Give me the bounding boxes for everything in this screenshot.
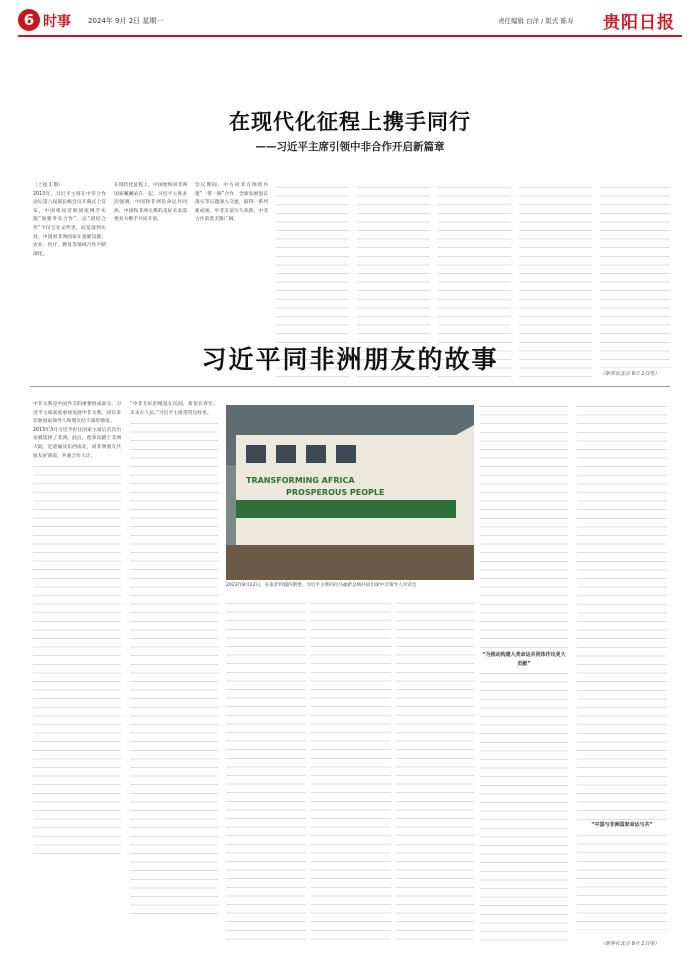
article2-photo — [226, 405, 474, 580]
newspaper-logo: 贵阳日报 — [603, 13, 675, 33]
header-rule — [18, 35, 682, 37]
article-separator — [30, 386, 670, 387]
article1-byline: （上接 1 版） — [33, 183, 64, 188]
article2-column-4 — [311, 598, 391, 946]
editor-credits: 责任编辑 白洋 / 版式 陈寿 — [498, 17, 574, 25]
article1-paragraph-1: 2013年，习近平主席在中非合作论坛第八届部长级会议开幕式上宣布，中国将同非洲国家携手实施“加强务实合作”，以“团结合作”不仅写在文件里，而是落到实处，中国同非洲国家在基础设施、农业、医疗、教育等领域合作不断深化。 — [33, 191, 106, 257]
article1-footer: （新华社北京 9月 1日电） — [600, 371, 660, 377]
section-heading-1: “为推动构建人类命运共同体作出更大贡献” — [482, 652, 566, 667]
article2-paragraph-1: 中非关系是中国外交的重要组成部分。习近平主席高度重视发展中非关系，同许多非洲国家领导人和朋友结下深厚情谊。 — [33, 402, 121, 425]
train-photo-illustration — [226, 405, 474, 580]
article2-footer: （新华社北京 9月 1日电） — [600, 941, 660, 947]
article2-column-2 — [130, 401, 218, 946]
photo-label-2: PROSPEROUS PEOPLE — [286, 488, 385, 497]
article2-column-5 — [396, 598, 474, 946]
section-name: 时事 — [43, 14, 71, 30]
photo-caption: 2023年8月22日，在南非约翰内斯堡，习近平主席同拉马福萨总统共同出席中非领导人对话会 — [226, 583, 417, 588]
article2-paragraph-2: 2013年3月习近平担任国家主席后首次出访就选择了非洲。此后，他多次踏上非洲大陆，足迹遍及东西南北，同非洲朋友共叙友好情谊，共商合作大计。 — [33, 427, 121, 459]
section-heading-2: “中国与非洲国家命运与共” — [591, 822, 653, 828]
page-number: 6 — [18, 9, 40, 31]
article1-paragraph-2: 在现代化征程上，中国始终同非洲国家紧紧站在一起。习近平主席多次强调，中国和非洲是命运共同体，中国和非洲关系的美好未来需要双方携手共同开创。 — [114, 183, 187, 223]
page-header — [0, 0, 700, 34]
article2-column-3 — [226, 598, 306, 946]
article2-title: 习近平同非洲朋友的故事 — [201, 345, 499, 374]
photo-label: TRANSFORMING AFRICA — [246, 476, 355, 485]
article1-subtitle: ——习近平主席引领中非合作开启新篇章 — [255, 141, 445, 153]
article2-column-6 — [480, 401, 568, 946]
article1-paragraph-3: 会议期间，中方同非方围绕共建“一带一路”合作、全球发展倡议落实等议题深入交流，取得一系列新成果。中非友谊历久弥新，中非合作前景无限广阔。 — [195, 183, 268, 223]
article1-title: 在现代化征程上携手同行 — [229, 110, 471, 134]
article2-column-7 — [577, 401, 667, 937]
article2-paragraph-3: “中非友好的根基在民间，希望在青年，未来在人民。”习近平主席常常这样说。 — [130, 402, 218, 416]
issue-date: 2024年 9月 2日 星期一 — [88, 17, 164, 25]
article2-column-1 — [33, 401, 121, 946]
